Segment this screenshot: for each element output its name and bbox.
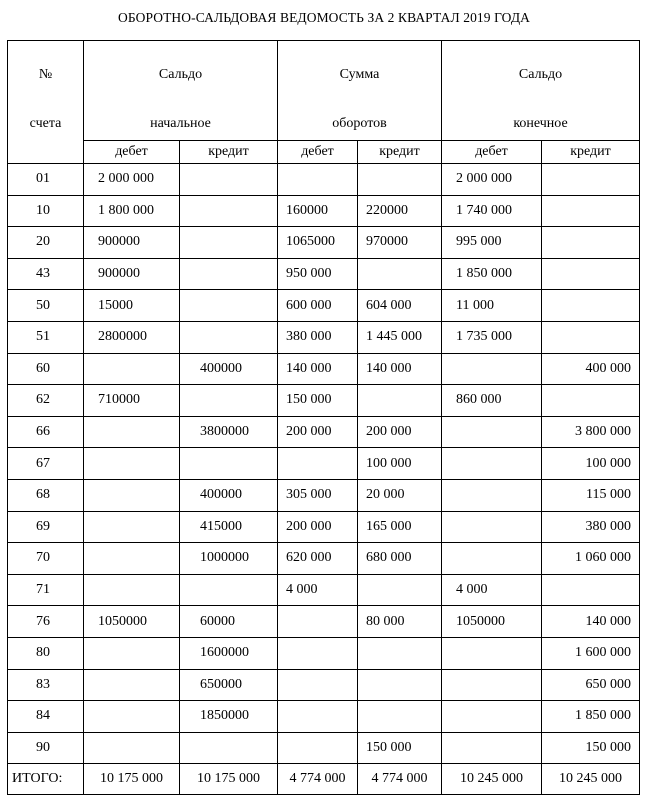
account-cell: 69: [8, 511, 84, 543]
table-row: [8, 606, 640, 638]
closing-credit-cell: 1 600 000: [542, 637, 640, 669]
opening-debit-cell: [84, 479, 180, 511]
closing-debit-cell: [442, 416, 542, 448]
turnover-credit-cell: [358, 385, 442, 417]
opening-debit-cell: [84, 574, 180, 606]
turnover-header-line2: оборотов: [332, 116, 387, 131]
turnover-credit-cell: [358, 258, 442, 290]
account-cell: 90: [8, 732, 84, 764]
account-cell: 70: [8, 543, 84, 575]
opening-credit-cell: [180, 195, 278, 227]
opening-debit-cell: [84, 353, 180, 385]
total-row: [8, 764, 640, 795]
table-header-row: [8, 41, 640, 141]
table-row: [8, 732, 640, 764]
turnover-debit-cell: [278, 732, 358, 764]
turnover-debit-cell: 200 000: [278, 416, 358, 448]
turnover-debit-cell: 1065000: [278, 227, 358, 259]
turnover-debit-cell: 140 000: [278, 353, 358, 385]
closing-debit-cell: 11 000: [442, 290, 542, 322]
closing-balance-header: [442, 41, 640, 141]
opening-credit-cell: [180, 448, 278, 480]
turnover-credit-cell: [358, 637, 442, 669]
table-row: [8, 195, 640, 227]
turnover-credit-cell: 680 000: [358, 543, 442, 575]
turnover-credit-cell: 970000: [358, 227, 442, 259]
opening-debit-cell: 2800000: [84, 321, 180, 353]
turnover-credit-cell: 80 000: [358, 606, 442, 638]
table-row: [8, 258, 640, 290]
closing-debit-cell: [442, 732, 542, 764]
table-row: [8, 164, 640, 196]
closing-debit-cell: [442, 448, 542, 480]
turnover-debit-cell: [278, 606, 358, 638]
opening-credit-cell: 1850000: [180, 701, 278, 733]
opening-credit-cell: [180, 321, 278, 353]
account-cell: 10: [8, 195, 84, 227]
opening-credit-cell: 3800000: [180, 416, 278, 448]
table-row: [8, 416, 640, 448]
turnover-debit-cell: 950 000: [278, 258, 358, 290]
opening-credit-cell: [180, 258, 278, 290]
account-cell: 20: [8, 227, 84, 259]
total-label: ИТОГО:: [8, 764, 84, 795]
account-number-header: [8, 41, 84, 164]
opening-credit-cell: 415000: [180, 511, 278, 543]
opening-credit-cell: 400000: [180, 479, 278, 511]
closing-debit-cell: 1050000: [442, 606, 542, 638]
turnover-debit-cell: 380 000: [278, 321, 358, 353]
opening-debit-cell: [84, 511, 180, 543]
turnover-credit-cell: [358, 574, 442, 606]
opening-credit-cell: 60000: [180, 606, 278, 638]
account-cell: 51: [8, 321, 84, 353]
closing-credit-cell: 400 000: [542, 353, 640, 385]
opening-balance-header-line2: начальное: [150, 116, 211, 131]
closing-debit-cell: 2 000 000: [442, 164, 542, 196]
table-row: [8, 290, 640, 322]
turnover-debit-cell: [278, 701, 358, 733]
closing-debit-cell: 1 735 000: [442, 321, 542, 353]
account-cell: 68: [8, 479, 84, 511]
account-cell: 76: [8, 606, 84, 638]
account-cell: 80: [8, 637, 84, 669]
opening-debit-cell: [84, 543, 180, 575]
closing-debit-cell: [442, 479, 542, 511]
turnover-credit-cell: 150 000: [358, 732, 442, 764]
opening-credit-cell: 400000: [180, 353, 278, 385]
closing-debit-cell: 995 000: [442, 227, 542, 259]
closing-credit-cell: 150 000: [542, 732, 640, 764]
closing-credit-cell: [542, 195, 640, 227]
opening-debit-cell: [84, 701, 180, 733]
table-row: [8, 701, 640, 733]
closing-debit-cell: [442, 701, 542, 733]
closing-credit-cell: 100 000: [542, 448, 640, 480]
closing-credit-cell: [542, 258, 640, 290]
turnover-credit-cell: 604 000: [358, 290, 442, 322]
account-cell: 67: [8, 448, 84, 480]
total-opening-credit: 10 175 000: [180, 764, 278, 795]
opening-credit-cell: [180, 164, 278, 196]
closing-credit-cell: [542, 290, 640, 322]
turnover-debit-cell: 150 000: [278, 385, 358, 417]
closing-debit-cell: 1 740 000: [442, 195, 542, 227]
turnover-credit-cell: [358, 701, 442, 733]
closing-debit-cell: [442, 353, 542, 385]
closing-balance-header-line1: Сальдо: [518, 67, 563, 82]
turnover-credit-cell: 165 000: [358, 511, 442, 543]
opening-debit-cell: [84, 669, 180, 701]
table-row: [8, 385, 640, 417]
closing-debit-cell: 1 850 000: [442, 258, 542, 290]
account-number-header-line1: №: [38, 67, 53, 82]
account-cell: 01: [8, 164, 84, 196]
turnover-credit-cell: [358, 669, 442, 701]
table-row: [8, 543, 640, 575]
closing-debit-cell: 860 000: [442, 385, 542, 417]
total-opening-debit: 10 175 000: [84, 764, 180, 795]
opening-debit-cell: [84, 637, 180, 669]
table-row: [8, 321, 640, 353]
closing-balance-header-line2: конечное: [513, 116, 568, 131]
account-cell: 60: [8, 353, 84, 385]
closing-credit-cell: 3 800 000: [542, 416, 640, 448]
opening-debit-cell: 710000: [84, 385, 180, 417]
opening-debit-cell: [84, 732, 180, 764]
turnover-debit-cell: [278, 637, 358, 669]
table-row: [8, 227, 640, 259]
closing-credit-header: кредит: [542, 140, 640, 163]
closing-credit-cell: 380 000: [542, 511, 640, 543]
closing-credit-cell: [542, 321, 640, 353]
opening-credit-cell: [180, 227, 278, 259]
opening-debit-cell: 1050000: [84, 606, 180, 638]
closing-debit-cell: [442, 511, 542, 543]
turnover-credit-cell: 20 000: [358, 479, 442, 511]
turnover-balance-table: [7, 40, 640, 795]
closing-credit-cell: 140 000: [542, 606, 640, 638]
table-row: [8, 574, 640, 606]
account-cell: 83: [8, 669, 84, 701]
closing-credit-cell: 115 000: [542, 479, 640, 511]
closing-credit-cell: [542, 227, 640, 259]
turnover-credit-header: кредит: [358, 140, 442, 163]
opening-balance-header-line1: Сальдо: [158, 67, 203, 82]
opening-credit-header: кредит: [180, 140, 278, 163]
turnover-credit-cell: 140 000: [358, 353, 442, 385]
account-cell: 43: [8, 258, 84, 290]
opening-debit-cell: 15000: [84, 290, 180, 322]
closing-credit-cell: 1 060 000: [542, 543, 640, 575]
closing-credit-cell: [542, 574, 640, 606]
table-row: [8, 669, 640, 701]
closing-debit-cell: [442, 637, 542, 669]
turnover-debit-cell: [278, 669, 358, 701]
account-cell: 71: [8, 574, 84, 606]
closing-debit-cell: [442, 669, 542, 701]
opening-debit-cell: [84, 448, 180, 480]
turnover-credit-cell: 200 000: [358, 416, 442, 448]
turnover-debit-header: дебет: [278, 140, 358, 163]
opening-debit-cell: [84, 416, 180, 448]
turnover-debit-cell: [278, 164, 358, 196]
opening-credit-cell: [180, 574, 278, 606]
closing-credit-cell: 650 000: [542, 669, 640, 701]
total-closing-credit: 10 245 000: [542, 764, 640, 795]
account-cell: 50: [8, 290, 84, 322]
turnover-header: [278, 41, 442, 141]
table-row: [8, 448, 640, 480]
opening-debit-cell: 2 000 000: [84, 164, 180, 196]
closing-credit-cell: [542, 164, 640, 196]
turnover-debit-cell: 620 000: [278, 543, 358, 575]
opening-credit-cell: [180, 385, 278, 417]
account-number-header-line2: счета: [29, 116, 62, 131]
account-cell: 84: [8, 701, 84, 733]
account-cell: 62: [8, 385, 84, 417]
closing-debit-cell: 4 000: [442, 574, 542, 606]
turnover-debit-cell: 4 000: [278, 574, 358, 606]
document-title: ОБОРОТНО-САЛЬДОВАЯ ВЕДОМОСТЬ ЗА 2 КВАРТАЛ 2019 ГОДА: [118, 10, 530, 25]
turnover-debit-cell: 305 000: [278, 479, 358, 511]
closing-debit-header: дебет: [442, 140, 542, 163]
opening-credit-cell: [180, 290, 278, 322]
turnover-debit-cell: 200 000: [278, 511, 358, 543]
opening-debit-header: дебет: [84, 140, 180, 163]
turnover-header-line1: Сумма: [339, 67, 380, 82]
table-subheader-row: [8, 140, 640, 163]
opening-credit-cell: 650000: [180, 669, 278, 701]
opening-credit-cell: 1000000: [180, 543, 278, 575]
turnover-credit-cell: 100 000: [358, 448, 442, 480]
turnover-debit-cell: [278, 448, 358, 480]
turnover-debit-cell: 160000: [278, 195, 358, 227]
table-row: [8, 479, 640, 511]
closing-debit-cell: [442, 543, 542, 575]
closing-credit-cell: 1 850 000: [542, 701, 640, 733]
opening-debit-cell: 900000: [84, 227, 180, 259]
opening-debit-cell: 1 800 000: [84, 195, 180, 227]
total-turnover-credit: 4 774 000: [358, 764, 442, 795]
table-row: [8, 353, 640, 385]
closing-credit-cell: [542, 385, 640, 417]
opening-balance-header: [84, 41, 278, 141]
opening-credit-cell: [180, 732, 278, 764]
turnover-debit-cell: 600 000: [278, 290, 358, 322]
total-turnover-debit: 4 774 000: [278, 764, 358, 795]
opening-credit-cell: 1600000: [180, 637, 278, 669]
opening-debit-cell: 900000: [84, 258, 180, 290]
account-cell: 66: [8, 416, 84, 448]
total-closing-debit: 10 245 000: [442, 764, 542, 795]
turnover-credit-cell: [358, 164, 442, 196]
table-row: [8, 511, 640, 543]
table-row: [8, 637, 640, 669]
turnover-credit-cell: 220000: [358, 195, 442, 227]
turnover-credit-cell: 1 445 000: [358, 321, 442, 353]
